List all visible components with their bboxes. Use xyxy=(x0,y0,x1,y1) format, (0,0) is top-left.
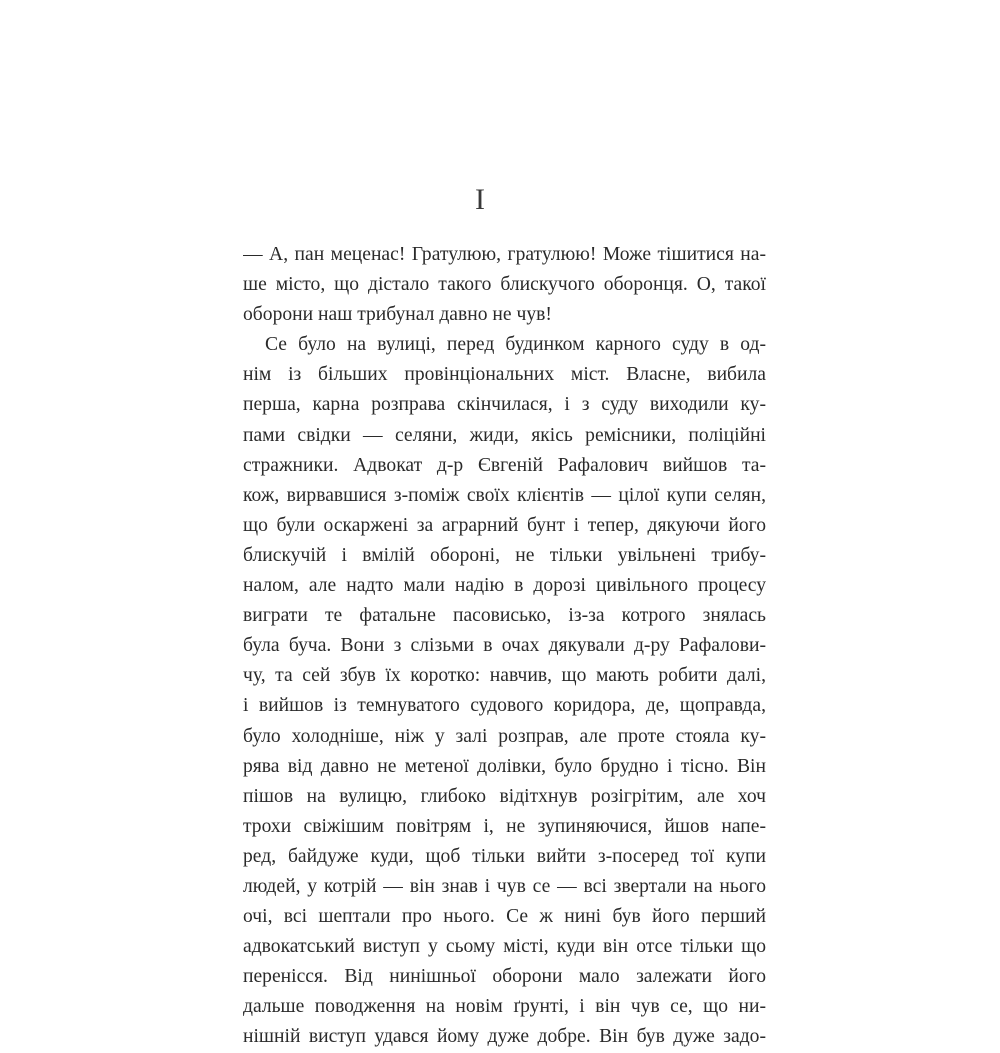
text-line: ред, байдуже куди, щоб тільки вийти з-посеред тої купи xyxy=(243,845,766,867)
paragraph-1 xyxy=(243,240,766,330)
text-line: трохи свіжішим повітрям і, не зупиняючися, йшов напе- xyxy=(243,815,766,837)
text-line: кож, вирвавшися з-поміж своїх клієнтів — цілої купи селян, xyxy=(243,484,766,506)
chapter-number: I xyxy=(475,183,485,216)
text-line: пами свідки — селяни, жиди, якісь ремісники, поліційні xyxy=(243,424,766,446)
paragraph-2 xyxy=(243,330,766,1052)
text-line: що були оскаржені за аграрний бунт і тепер, дякуючи його xyxy=(243,514,766,536)
text-line: оборони наш трибунал давно не чув! xyxy=(243,304,552,326)
text-line: блискучій і вмілій обороні, не тільки увільнені трибу- xyxy=(243,544,766,566)
text-line: очі, всі шептали про нього. Се ж нині був його перший xyxy=(243,906,766,928)
text-line: виграти те фатальне пасовисько, із-за котрого знялась xyxy=(243,605,766,627)
text-line: була буча. Вони з слізьми в очах дякували д-ру Рафалови- xyxy=(243,635,766,657)
text-line: перша, карна розправа скінчилася, і з суду виходили ку- xyxy=(243,394,766,416)
body-text xyxy=(243,240,766,1053)
text-line: стражники. Адвокат д-р Євгеній Рафалович вийшов та- xyxy=(243,454,766,476)
text-line: чу, та сей збув їх коротко: навчив, що мають робити далі, xyxy=(243,665,766,687)
text-line: пішов на вулицю, глибоко відітхнув розігрітим, але хоч xyxy=(243,785,766,807)
text-line: було холодніше, ніж у залі розправ, але проте стояла ку- xyxy=(243,725,766,747)
text-line: людей, у котрій — він знав і чув се — всі звертали на нього xyxy=(243,875,766,897)
text-line: і вийшов із темнуватого судового коридора, де, щоправда, xyxy=(243,695,766,717)
text-line: — А, пан меценас! Гратулюю, гратулюю! Може тішитися на- xyxy=(243,244,766,265)
text-line: рява від давно не метеної долівки, було брудно і тісно. Він xyxy=(243,755,766,777)
text-line: Се було на вулиці, перед будинком карного суду в од- xyxy=(265,334,766,356)
text-line: перенісся. Від нинішньої оборони мало залежати його xyxy=(243,966,766,988)
text-line: дальше поводження на новім ґрунті, і він чув се, що ни- xyxy=(243,996,766,1018)
text-line: нішній виступ удався йому дуже добре. Він був дуже задо- xyxy=(243,1026,766,1048)
text-line: адвокатський виступ у сьому місті, куди він отсе тільки що xyxy=(243,936,766,958)
text-line: налом, але надто мали надію в дорозі цивільного процесу xyxy=(243,575,766,597)
text-line: нім із більших провінціональних міст. Власне, вибила xyxy=(243,364,766,386)
text-line: ше місто, що дістало такого блискучого оборонця. О, такої xyxy=(243,274,766,296)
